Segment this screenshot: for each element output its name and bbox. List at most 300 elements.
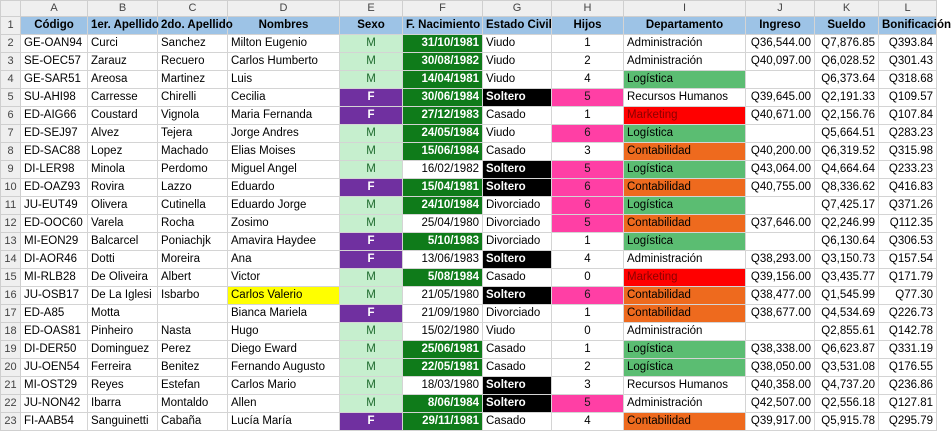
row-number[interactable]: 5 (1, 89, 21, 107)
column-header-f[interactable]: F (403, 1, 483, 17)
column-header-k[interactable]: K (815, 1, 879, 17)
row-number[interactable]: 11 (1, 197, 21, 215)
hijos-cell[interactable]: 1 (552, 341, 624, 359)
hijos-cell[interactable]: 1 (552, 35, 624, 53)
sexo-cell[interactable]: M (340, 35, 403, 53)
apellido1-cell[interactable]: Ferreira (88, 359, 158, 377)
apellido2-cell[interactable]: Moreira (158, 251, 228, 269)
sueldo-cell[interactable]: Q6,130.64 (815, 233, 879, 251)
apellido2-cell[interactable]: Cabaña (158, 413, 228, 431)
fnacimiento-cell[interactable]: 30/08/1982 (403, 53, 483, 71)
departamento-cell[interactable]: Contabilidad (624, 287, 746, 305)
sueldo-cell[interactable]: Q2,191.33 (815, 89, 879, 107)
apellido1-cell[interactable]: De Oliveira (88, 269, 158, 287)
estado-civil-cell[interactable]: Soltero (483, 89, 552, 107)
fnacimiento-cell[interactable]: 29/11/1981 (403, 413, 483, 431)
bonificacion-cell[interactable]: Q127.81 (879, 395, 937, 413)
fnacimiento-cell[interactable]: 27/12/1983 (403, 107, 483, 125)
nombres-cell[interactable]: Carlos Mario (228, 377, 340, 395)
sexo-cell[interactable]: M (340, 161, 403, 179)
ingreso-cell[interactable] (746, 323, 815, 341)
sueldo-cell[interactable]: Q2,246.99 (815, 215, 879, 233)
hijos-cell[interactable]: 6 (552, 287, 624, 305)
sexo-cell[interactable]: F (340, 251, 403, 269)
apellido2-cell[interactable]: Vignola (158, 107, 228, 125)
sueldo-cell[interactable]: Q5,915.78 (815, 413, 879, 431)
nombres-cell[interactable]: Zosimo (228, 215, 340, 233)
bonificacion-cell[interactable]: Q77.30 (879, 287, 937, 305)
nombres-cell[interactable]: Lucía María (228, 413, 340, 431)
bonificacion-cell[interactable]: Q416.83 (879, 179, 937, 197)
estado-civil-cell[interactable]: Casado (483, 143, 552, 161)
apellido2-cell[interactable]: Estefan (158, 377, 228, 395)
apellido1-cell[interactable]: Ibarra (88, 395, 158, 413)
fnacimiento-cell[interactable]: 15/02/1980 (403, 323, 483, 341)
bonificacion-cell[interactable]: Q301.43 (879, 53, 937, 71)
bonificacion-cell[interactable]: Q107.84 (879, 107, 937, 125)
apellido1-cell[interactable]: De La Iglesi (88, 287, 158, 305)
sueldo-cell[interactable]: Q6,373.64 (815, 71, 879, 89)
departamento-cell[interactable]: Recursos Humanos (624, 89, 746, 107)
departamento-cell[interactable]: Recursos Humanos (624, 377, 746, 395)
codigo-cell[interactable]: MI-OST29 (21, 377, 88, 395)
header-cell[interactable]: Ingreso (746, 17, 815, 35)
fnacimiento-cell[interactable]: 16/02/1982 (403, 161, 483, 179)
ingreso-cell[interactable]: Q38,050.00 (746, 359, 815, 377)
row-number[interactable]: 19 (1, 341, 21, 359)
apellido1-cell[interactable]: Carresse (88, 89, 158, 107)
departamento-cell[interactable]: Contabilidad (624, 215, 746, 233)
sexo-cell[interactable]: M (340, 143, 403, 161)
sueldo-cell[interactable]: Q2,156.76 (815, 107, 879, 125)
apellido1-cell[interactable]: Dotti (88, 251, 158, 269)
hijos-cell[interactable]: 0 (552, 269, 624, 287)
bonificacion-cell[interactable]: Q112.35 (879, 215, 937, 233)
codigo-cell[interactable]: JU-OEN54 (21, 359, 88, 377)
header-cell[interactable]: Bonificación (879, 17, 937, 35)
apellido1-cell[interactable]: Curci (88, 35, 158, 53)
codigo-cell[interactable]: ED-OAZ93 (21, 179, 88, 197)
apellido2-cell[interactable]: Isbarbo (158, 287, 228, 305)
apellido1-cell[interactable]: Reyes (88, 377, 158, 395)
apellido1-cell[interactable]: Zarauz (88, 53, 158, 71)
fnacimiento-cell[interactable]: 15/06/1984 (403, 143, 483, 161)
bonificacion-cell[interactable]: Q176.55 (879, 359, 937, 377)
sueldo-cell[interactable]: Q5,664.51 (815, 125, 879, 143)
ingreso-cell[interactable]: Q38,293.00 (746, 251, 815, 269)
hijos-cell[interactable]: 2 (552, 359, 624, 377)
sexo-cell[interactable]: M (340, 215, 403, 233)
nombres-cell[interactable]: Allen (228, 395, 340, 413)
nombres-cell[interactable]: Maria Fernanda (228, 107, 340, 125)
column-header-c[interactable]: C (158, 1, 228, 17)
hijos-cell[interactable]: 1 (552, 233, 624, 251)
bonificacion-cell[interactable]: Q315.98 (879, 143, 937, 161)
estado-civil-cell[interactable]: Viudo (483, 35, 552, 53)
fnacimiento-cell[interactable]: 21/09/1980 (403, 305, 483, 323)
estado-civil-cell[interactable]: Casado (483, 107, 552, 125)
nombres-cell[interactable]: Ana (228, 251, 340, 269)
codigo-cell[interactable]: ED-AIG66 (21, 107, 88, 125)
apellido2-cell[interactable]: Benitez (158, 359, 228, 377)
apellido2-cell[interactable]: Nasta (158, 323, 228, 341)
ingreso-cell[interactable]: Q43,064.00 (746, 161, 815, 179)
row-number[interactable]: 8 (1, 143, 21, 161)
hijos-cell[interactable]: 4 (552, 251, 624, 269)
sexo-cell[interactable]: M (340, 71, 403, 89)
estado-civil-cell[interactable]: Viudo (483, 323, 552, 341)
row-number[interactable]: 20 (1, 359, 21, 377)
row-number[interactable]: 15 (1, 269, 21, 287)
sexo-cell[interactable]: M (340, 53, 403, 71)
nombres-cell[interactable]: Jorge Andres (228, 125, 340, 143)
fnacimiento-cell[interactable]: 21/05/1980 (403, 287, 483, 305)
header-cell[interactable]: Sueldo (815, 17, 879, 35)
ingreso-cell[interactable]: Q40,097.00 (746, 53, 815, 71)
column-header-a[interactable]: A (21, 1, 88, 17)
fnacimiento-cell[interactable]: 8/06/1984 (403, 395, 483, 413)
hijos-cell[interactable]: 6 (552, 197, 624, 215)
sueldo-cell[interactable]: Q6,623.87 (815, 341, 879, 359)
column-header-h[interactable]: H (552, 1, 624, 17)
sexo-cell[interactable]: M (340, 359, 403, 377)
codigo-cell[interactable]: JU-OSB17 (21, 287, 88, 305)
row-number[interactable]: 14 (1, 251, 21, 269)
sueldo-cell[interactable]: Q6,028.52 (815, 53, 879, 71)
departamento-cell[interactable]: Administración (624, 395, 746, 413)
estado-civil-cell[interactable]: Casado (483, 359, 552, 377)
ingreso-cell[interactable]: Q37,646.00 (746, 215, 815, 233)
bonificacion-cell[interactable]: Q295.79 (879, 413, 937, 431)
fnacimiento-cell[interactable]: 14/04/1981 (403, 71, 483, 89)
ingreso-cell[interactable]: Q38,338.00 (746, 341, 815, 359)
hijos-cell[interactable]: 2 (552, 53, 624, 71)
codigo-cell[interactable]: DI-LER98 (21, 161, 88, 179)
nombres-cell[interactable]: Bianca Mariela (228, 305, 340, 323)
nombres-cell[interactable]: Hugo (228, 323, 340, 341)
codigo-cell[interactable]: MI-RLB28 (21, 269, 88, 287)
nombres-cell[interactable]: Fernando Augusto (228, 359, 340, 377)
bonificacion-cell[interactable]: Q171.79 (879, 269, 937, 287)
ingreso-cell[interactable] (746, 125, 815, 143)
departamento-cell[interactable]: Marketing (624, 107, 746, 125)
estado-civil-cell[interactable]: Divorciado (483, 215, 552, 233)
header-cell[interactable]: 1er. Apellido (88, 17, 158, 35)
row-number[interactable]: 18 (1, 323, 21, 341)
estado-civil-cell[interactable]: Casado (483, 341, 552, 359)
row-number[interactable]: 9 (1, 161, 21, 179)
ingreso-cell[interactable]: Q40,755.00 (746, 179, 815, 197)
departamento-cell[interactable]: Contabilidad (624, 305, 746, 323)
estado-civil-cell[interactable]: Viudo (483, 53, 552, 71)
nombres-cell[interactable]: Miguel Angel (228, 161, 340, 179)
apellido1-cell[interactable]: Balcarcel (88, 233, 158, 251)
codigo-cell[interactable]: ED-A85 (21, 305, 88, 323)
apellido1-cell[interactable]: Coustard (88, 107, 158, 125)
fnacimiento-cell[interactable]: 25/04/1980 (403, 215, 483, 233)
departamento-cell[interactable]: Logística (624, 359, 746, 377)
sueldo-cell[interactable]: Q6,319.52 (815, 143, 879, 161)
header-cell[interactable]: Hijos (552, 17, 624, 35)
apellido1-cell[interactable]: Olivera (88, 197, 158, 215)
sexo-cell[interactable]: M (340, 287, 403, 305)
bonificacion-cell[interactable]: Q306.53 (879, 233, 937, 251)
apellido2-cell[interactable]: Cutinella (158, 197, 228, 215)
row-number[interactable]: 23 (1, 413, 21, 431)
apellido2-cell[interactable]: Recuero (158, 53, 228, 71)
column-header-j[interactable]: J (746, 1, 815, 17)
bonificacion-cell[interactable]: Q236.86 (879, 377, 937, 395)
nombres-cell[interactable]: Luis (228, 71, 340, 89)
nombres-cell[interactable]: Eduardo (228, 179, 340, 197)
sueldo-cell[interactable]: Q7,876.85 (815, 35, 879, 53)
sueldo-cell[interactable]: Q7,425.17 (815, 197, 879, 215)
sexo-cell[interactable]: F (340, 89, 403, 107)
apellido1-cell[interactable]: Pinheiro (88, 323, 158, 341)
sexo-cell[interactable]: M (340, 323, 403, 341)
sexo-cell[interactable]: F (340, 233, 403, 251)
sexo-cell[interactable]: M (340, 395, 403, 413)
fnacimiento-cell[interactable]: 31/10/1981 (403, 35, 483, 53)
hijos-cell[interactable]: 4 (552, 71, 624, 89)
hijos-cell[interactable]: 5 (552, 89, 624, 107)
fnacimiento-cell[interactable]: 22/05/1981 (403, 359, 483, 377)
apellido2-cell[interactable]: Martinez (158, 71, 228, 89)
sueldo-cell[interactable]: Q4,737.20 (815, 377, 879, 395)
hijos-cell[interactable]: 5 (552, 215, 624, 233)
hijos-cell[interactable]: 4 (552, 413, 624, 431)
departamento-cell[interactable]: Administración (624, 323, 746, 341)
sexo-cell[interactable]: F (340, 413, 403, 431)
ingreso-cell[interactable]: Q42,507.00 (746, 395, 815, 413)
fnacimiento-cell[interactable]: 15/04/1981 (403, 179, 483, 197)
row-number[interactable]: 2 (1, 35, 21, 53)
apellido2-cell[interactable]: Perdomo (158, 161, 228, 179)
departamento-cell[interactable]: Administración (624, 53, 746, 71)
ingreso-cell[interactable] (746, 71, 815, 89)
hijos-cell[interactable]: 6 (552, 125, 624, 143)
column-header-b[interactable]: B (88, 1, 158, 17)
fnacimiento-cell[interactable]: 30/06/1984 (403, 89, 483, 107)
apellido2-cell[interactable]: Chirelli (158, 89, 228, 107)
codigo-cell[interactable]: ED-SEJ97 (21, 125, 88, 143)
departamento-cell[interactable]: Administración (624, 251, 746, 269)
bonificacion-cell[interactable]: Q331.19 (879, 341, 937, 359)
bonificacion-cell[interactable]: Q371.26 (879, 197, 937, 215)
departamento-cell[interactable]: Logística (624, 341, 746, 359)
nombres-cell[interactable]: Elias Moises (228, 143, 340, 161)
apellido2-cell[interactable]: Lazzo (158, 179, 228, 197)
estado-civil-cell[interactable]: Divorciado (483, 305, 552, 323)
hijos-cell[interactable]: 0 (552, 323, 624, 341)
ingreso-cell[interactable]: Q39,645.00 (746, 89, 815, 107)
nombres-cell[interactable]: Eduardo Jorge (228, 197, 340, 215)
header-cell[interactable]: F. Nacimiento (403, 17, 483, 35)
sueldo-cell[interactable]: Q3,150.73 (815, 251, 879, 269)
row-number[interactable]: 17 (1, 305, 21, 323)
estado-civil-cell[interactable]: Viudo (483, 71, 552, 89)
header-cell[interactable]: Código (21, 17, 88, 35)
apellido1-cell[interactable]: Minola (88, 161, 158, 179)
apellido2-cell[interactable]: Montaldo (158, 395, 228, 413)
nombres-cell[interactable]: Diego Eward (228, 341, 340, 359)
apellido1-cell[interactable]: Motta (88, 305, 158, 323)
sexo-cell[interactable]: M (340, 197, 403, 215)
row-number[interactable]: 16 (1, 287, 21, 305)
bonificacion-cell[interactable]: Q318.68 (879, 71, 937, 89)
nombres-cell[interactable]: Carlos Valerio (228, 287, 340, 305)
column-header-l[interactable]: L (879, 1, 937, 17)
sexo-cell[interactable]: F (340, 305, 403, 323)
column-header-i[interactable]: I (624, 1, 746, 17)
apellido2-cell[interactable]: Sanchez (158, 35, 228, 53)
row-number[interactable]: 6 (1, 107, 21, 125)
apellido1-cell[interactable]: Dominguez (88, 341, 158, 359)
row-number[interactable]: 3 (1, 53, 21, 71)
header-cell[interactable]: Sexo (340, 17, 403, 35)
header-cell[interactable]: 2do. Apellido (158, 17, 228, 35)
fnacimiento-cell[interactable]: 24/10/1984 (403, 197, 483, 215)
column-header-d[interactable]: D (228, 1, 340, 17)
hijos-cell[interactable]: 1 (552, 107, 624, 125)
sueldo-cell[interactable]: Q2,855.61 (815, 323, 879, 341)
codigo-cell[interactable]: SE-OEC57 (21, 53, 88, 71)
estado-civil-cell[interactable]: Casado (483, 269, 552, 287)
estado-civil-cell[interactable]: Soltero (483, 179, 552, 197)
sueldo-cell[interactable]: Q2,556.18 (815, 395, 879, 413)
bonificacion-cell[interactable]: Q393.84 (879, 35, 937, 53)
apellido2-cell[interactable]: Poniachjk (158, 233, 228, 251)
sexo-cell[interactable]: M (340, 125, 403, 143)
codigo-cell[interactable]: GE-SAR51 (21, 71, 88, 89)
hijos-cell[interactable]: 3 (552, 143, 624, 161)
nombres-cell[interactable]: Amavira Haydee (228, 233, 340, 251)
apellido2-cell[interactable]: Machado (158, 143, 228, 161)
codigo-cell[interactable]: ED-OOC60 (21, 215, 88, 233)
estado-civil-cell[interactable]: Soltero (483, 395, 552, 413)
codigo-cell[interactable]: FI-AAB54 (21, 413, 88, 431)
codigo-cell[interactable]: JU-EUT49 (21, 197, 88, 215)
fnacimiento-cell[interactable]: 5/08/1984 (403, 269, 483, 287)
column-header-g[interactable]: G (483, 1, 552, 17)
bonificacion-cell[interactable]: Q157.54 (879, 251, 937, 269)
row-number[interactable]: 22 (1, 395, 21, 413)
codigo-cell[interactable]: DI-DER50 (21, 341, 88, 359)
sexo-cell[interactable]: M (340, 269, 403, 287)
fnacimiento-cell[interactable]: 13/06/1983 (403, 251, 483, 269)
apellido2-cell[interactable]: Tejera (158, 125, 228, 143)
departamento-cell[interactable]: Contabilidad (624, 179, 746, 197)
row-number[interactable]: 4 (1, 71, 21, 89)
fnacimiento-cell[interactable]: 18/03/1980 (403, 377, 483, 395)
row-number[interactable]: 21 (1, 377, 21, 395)
ingreso-cell[interactable]: Q40,358.00 (746, 377, 815, 395)
estado-civil-cell[interactable]: Soltero (483, 251, 552, 269)
estado-civil-cell[interactable]: Casado (483, 413, 552, 431)
sexo-cell[interactable]: M (340, 377, 403, 395)
nombres-cell[interactable]: Victor (228, 269, 340, 287)
apellido1-cell[interactable]: Lopez (88, 143, 158, 161)
sueldo-cell[interactable]: Q3,531.08 (815, 359, 879, 377)
ingreso-cell[interactable]: Q40,671.00 (746, 107, 815, 125)
ingreso-cell[interactable]: Q36,544.00 (746, 35, 815, 53)
select-all-corner[interactable] (1, 1, 21, 17)
header-cell[interactable]: Departamento (624, 17, 746, 35)
bonificacion-cell[interactable]: Q233.23 (879, 161, 937, 179)
departamento-cell[interactable]: Administración (624, 35, 746, 53)
hijos-cell[interactable]: 3 (552, 377, 624, 395)
row-number[interactable]: 10 (1, 179, 21, 197)
estado-civil-cell[interactable]: Soltero (483, 287, 552, 305)
bonificacion-cell[interactable]: Q226.73 (879, 305, 937, 323)
sueldo-cell[interactable]: Q4,664.64 (815, 161, 879, 179)
nombres-cell[interactable]: Carlos Humberto (228, 53, 340, 71)
header-cell[interactable]: Nombres (228, 17, 340, 35)
codigo-cell[interactable]: SU-AHI98 (21, 89, 88, 107)
departamento-cell[interactable]: Logística (624, 161, 746, 179)
ingreso-cell[interactable] (746, 233, 815, 251)
apellido2-cell[interactable]: Perez (158, 341, 228, 359)
apellido2-cell[interactable] (158, 305, 228, 323)
ingreso-cell[interactable]: Q39,156.00 (746, 269, 815, 287)
estado-civil-cell[interactable]: Divorciado (483, 197, 552, 215)
header-cell[interactable]: Estado Civil (483, 17, 552, 35)
apellido1-cell[interactable]: Rovira (88, 179, 158, 197)
estado-civil-cell[interactable]: Soltero (483, 161, 552, 179)
ingreso-cell[interactable] (746, 197, 815, 215)
ingreso-cell[interactable]: Q38,677.00 (746, 305, 815, 323)
apellido1-cell[interactable]: Areosa (88, 71, 158, 89)
apellido2-cell[interactable]: Albert (158, 269, 228, 287)
row-number[interactable]: 12 (1, 215, 21, 233)
sueldo-cell[interactable]: Q4,534.69 (815, 305, 879, 323)
ingreso-cell[interactable]: Q40,200.00 (746, 143, 815, 161)
nombres-cell[interactable]: Cecilia (228, 89, 340, 107)
estado-civil-cell[interactable]: Viudo (483, 125, 552, 143)
departamento-cell[interactable]: Logística (624, 197, 746, 215)
fnacimiento-cell[interactable]: 25/06/1981 (403, 341, 483, 359)
row-number[interactable]: 7 (1, 125, 21, 143)
ingreso-cell[interactable]: Q39,917.00 (746, 413, 815, 431)
hijos-cell[interactable]: 5 (552, 161, 624, 179)
apellido1-cell[interactable]: Varela (88, 215, 158, 233)
codigo-cell[interactable]: MI-EON29 (21, 233, 88, 251)
departamento-cell[interactable]: Contabilidad (624, 413, 746, 431)
codigo-cell[interactable]: JU-NON42 (21, 395, 88, 413)
departamento-cell[interactable]: Logística (624, 233, 746, 251)
departamento-cell[interactable]: Marketing (624, 269, 746, 287)
apellido1-cell[interactable]: Sanguinetti (88, 413, 158, 431)
hijos-cell[interactable]: 1 (552, 305, 624, 323)
estado-civil-cell[interactable]: Divorciado (483, 233, 552, 251)
departamento-cell[interactable]: Logística (624, 125, 746, 143)
codigo-cell[interactable]: GE-OAN94 (21, 35, 88, 53)
sexo-cell[interactable]: F (340, 179, 403, 197)
apellido1-cell[interactable]: Alvez (88, 125, 158, 143)
sueldo-cell[interactable]: Q3,435.77 (815, 269, 879, 287)
ingreso-cell[interactable]: Q38,477.00 (746, 287, 815, 305)
codigo-cell[interactable]: ED-OAS81 (21, 323, 88, 341)
sexo-cell[interactable]: M (340, 341, 403, 359)
bonificacion-cell[interactable]: Q283.23 (879, 125, 937, 143)
column-header-e[interactable]: E (340, 1, 403, 17)
bonificacion-cell[interactable]: Q109.57 (879, 89, 937, 107)
fnacimiento-cell[interactable]: 24/05/1984 (403, 125, 483, 143)
hijos-cell[interactable]: 6 (552, 179, 624, 197)
fnacimiento-cell[interactable]: 5/10/1983 (403, 233, 483, 251)
sueldo-cell[interactable]: Q8,336.62 (815, 179, 879, 197)
codigo-cell[interactable]: ED-SAC88 (21, 143, 88, 161)
